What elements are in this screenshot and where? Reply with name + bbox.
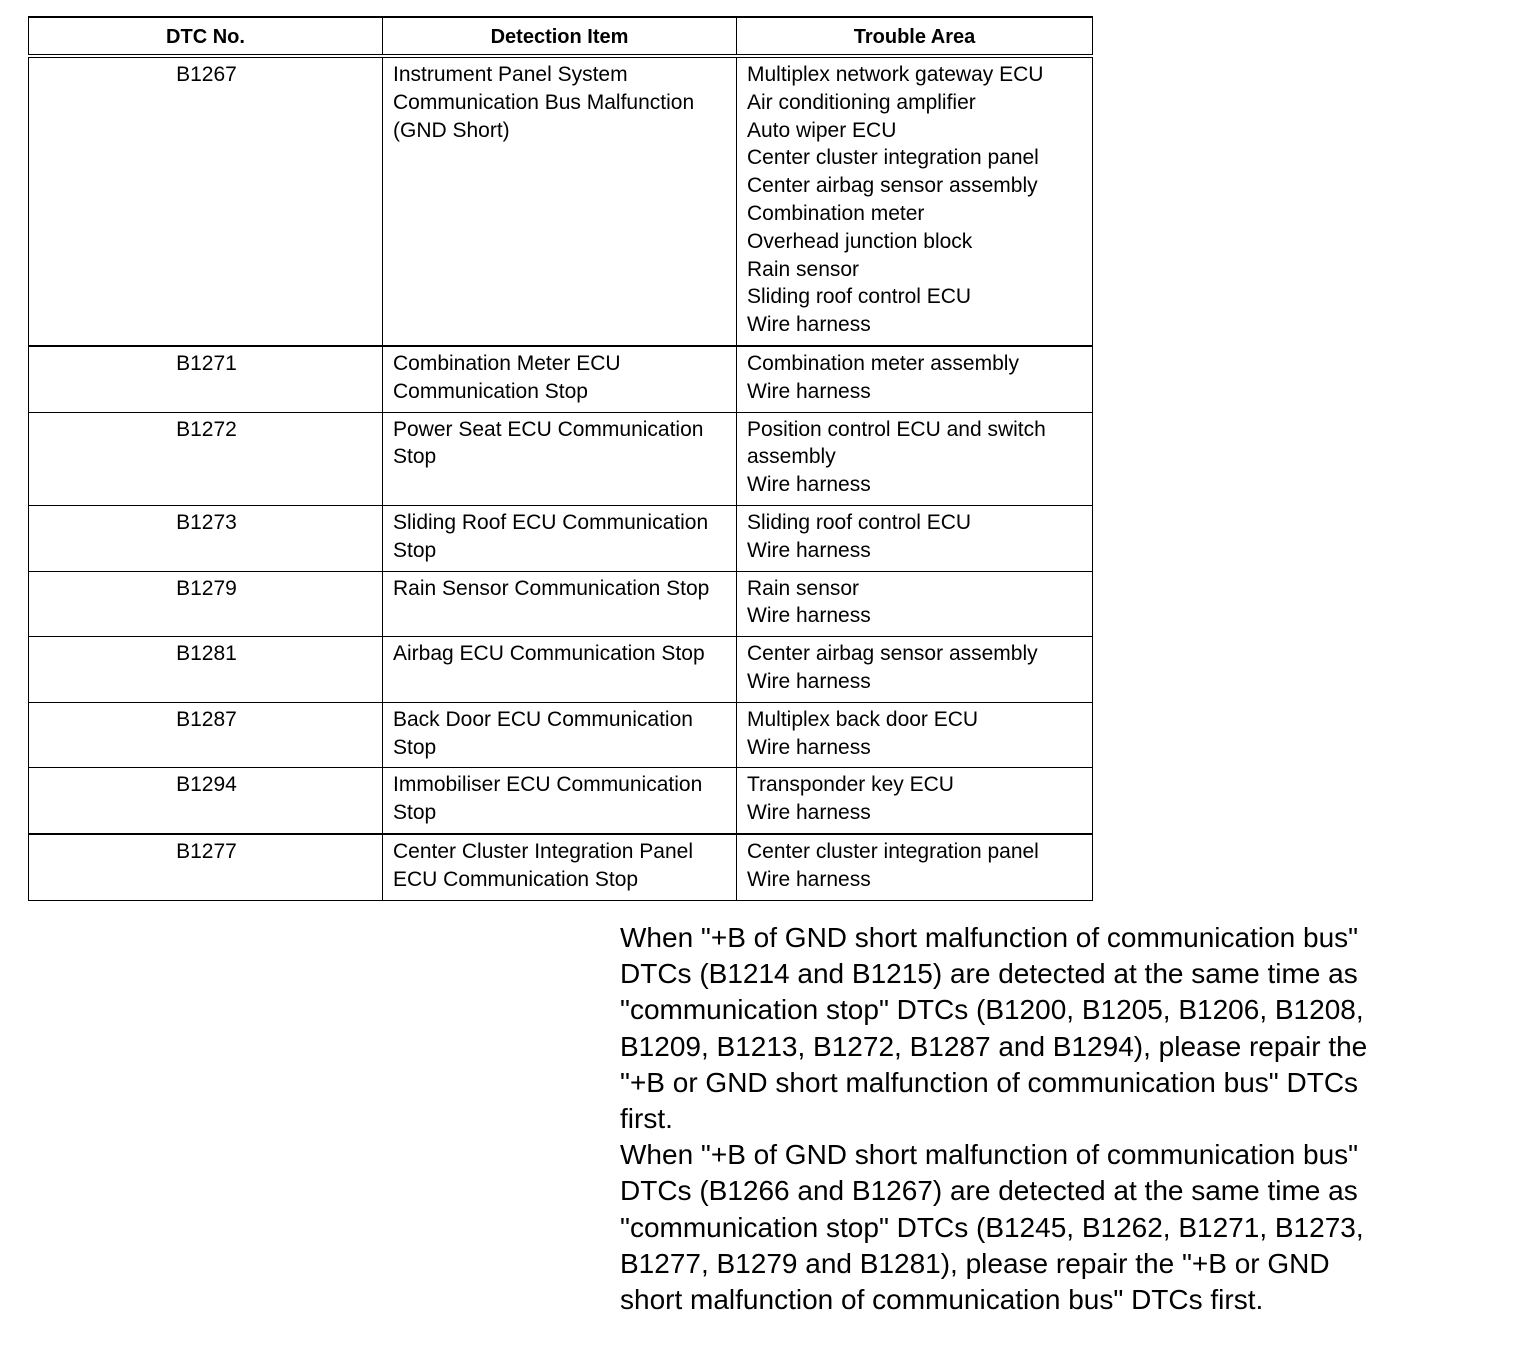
detection-item-line: Stop [393, 538, 437, 562]
trouble-area-line: Sliding roof control ECU [747, 510, 972, 534]
trouble-area-line: Center cluster integration panel [747, 839, 1039, 863]
trouble-area-line: Overhead junction block [747, 229, 973, 253]
detection-item-line: Communication Bus Malfunction [393, 90, 695, 114]
table-header [29, 17, 1093, 56]
note-paragraph [620, 1137, 1500, 1318]
detection-item-line: Instrument Panel System [393, 63, 628, 86]
dtc-code-cell: B1271 [29, 346, 383, 412]
note-line: B1209, B1213, B1272, B1287 and B1294), please repair the [620, 1030, 1368, 1062]
detection-item-cell [383, 834, 737, 900]
detection-item-line: ECU Communication Stop [393, 867, 639, 891]
table-body [29, 56, 1093, 900]
table-row [29, 505, 1093, 571]
dtc-code-cell: B1273 [29, 505, 383, 571]
trouble-area-cell [737, 346, 1093, 412]
trouble-area-cell [737, 412, 1093, 505]
trouble-area-line: Sliding roof control ECU [747, 285, 972, 309]
detection-item-line: Back Door ECU Communication [393, 707, 693, 731]
table-row [29, 571, 1093, 637]
note-line: "communication stop" DTCs (B1245, B1262, B1271, B1273, [620, 1211, 1364, 1243]
detection-item-cell [383, 505, 737, 571]
trouble-area-line: Wire harness [747, 801, 871, 825]
note-line: short malfunction of communication bus" DTCs first. [620, 1284, 1264, 1316]
trouble-area-line: Wire harness [747, 538, 871, 562]
trouble-area-line: Multiplex network gateway ECU [747, 63, 1044, 86]
trouble-area-line: Rain sensor [747, 576, 860, 600]
trouble-area-cell [737, 56, 1093, 346]
trouble-area-line: Multiplex back door ECU [747, 707, 979, 731]
trouble-area-line: Wire harness [747, 867, 871, 891]
trouble-area-cell [737, 768, 1093, 834]
detection-item-cell [383, 56, 737, 346]
detection-item-cell [383, 412, 737, 505]
trouble-area-cell [737, 571, 1093, 637]
note-line: "communication stop" DTCs (B1200, B1205, B1206, B1208, [620, 994, 1364, 1026]
trouble-area-line: Center airbag sensor assembly [747, 174, 1038, 198]
detection-item-line: Stop [393, 445, 437, 469]
trouble-area-line: Center airbag sensor assembly [747, 642, 1038, 666]
detection-item-cell [383, 768, 737, 834]
trouble-area-cell [737, 702, 1093, 768]
trouble-area-line: assembly [747, 445, 836, 469]
note-line: When "+B of GND short malfunction of communication bus" [620, 922, 1359, 953]
table-row [29, 768, 1093, 834]
trouble-area-cell [737, 505, 1093, 571]
trouble-area-line: Center cluster integration panel [747, 146, 1039, 170]
trouble-area-line: Wire harness [747, 669, 871, 693]
dtc-code-cell: B1272 [29, 412, 383, 505]
note-line: first. [620, 1103, 673, 1135]
table-row [29, 637, 1093, 703]
trouble-area-cell [737, 637, 1093, 703]
trouble-area-line: Wire harness [747, 473, 871, 497]
trouble-area-line: Auto wiper ECU [747, 118, 897, 142]
table-row [29, 702, 1093, 768]
trouble-area-line: Rain sensor [747, 257, 860, 281]
trouble-area-line: Combination meter assembly [747, 351, 1019, 375]
note-line: B1277, B1279 and B1281), please repair the "+B or GND [620, 1247, 1330, 1279]
detection-item-line: Stop [393, 735, 437, 759]
dtc-table [28, 16, 1093, 901]
dtc-code-cell: B1281 [29, 637, 383, 703]
table-row [29, 834, 1093, 900]
detection-item-line: Immobiliser ECU Communication [393, 773, 703, 797]
detection-item-line: Sliding Roof ECU Communication [393, 510, 709, 534]
detection-item-line: Combination Meter ECU [393, 351, 621, 375]
dtc-code-cell: B1279 [29, 571, 383, 637]
detection-item-line: Communication Stop [393, 379, 588, 403]
trouble-area-cell [737, 834, 1093, 900]
trouble-area-line: Wire harness [747, 379, 871, 403]
detection-item-line: Rain Sensor Communication Stop [393, 576, 710, 600]
table-row [29, 56, 1093, 346]
note-line: "+B or GND short malfunction of communication bus" DTCs [620, 1066, 1359, 1098]
trouble-area-line: Combination meter [747, 201, 925, 225]
trouble-area-line: Position control ECU and switch [747, 417, 1046, 441]
header-trouble-area: Trouble Area [737, 17, 1093, 56]
detection-item-line: Stop [393, 801, 437, 825]
detection-item-line: (GND Short) [393, 118, 510, 142]
trouble-area-line: Air conditioning amplifier [747, 90, 976, 114]
detection-item-cell [383, 702, 737, 768]
detection-item-line: Center Cluster Integration Panel [393, 839, 693, 863]
header-detection-item: Detection Item [383, 17, 737, 56]
detection-item-cell [383, 571, 737, 637]
detection-item-line: Power Seat ECU Communication [393, 417, 704, 441]
note-line: When "+B of GND short malfunction of communication bus" [620, 1139, 1359, 1171]
notes-section [620, 920, 1500, 1318]
table-row [29, 412, 1093, 505]
table-row [29, 346, 1093, 412]
header-dtc-no: DTC No. [29, 17, 383, 56]
trouble-area-line: Wire harness [747, 313, 871, 337]
dtc-code-cell: B1287 [29, 702, 383, 768]
detection-item-cell [383, 346, 737, 412]
note-paragraph [620, 920, 1500, 1137]
trouble-area-line: Transponder key ECU [747, 773, 954, 797]
dtc-code-cell: B1267 [29, 56, 383, 346]
note-line: DTCs (B1214 and B1215) are detected at the same time as [620, 958, 1358, 990]
note-line: DTCs (B1266 and B1267) are detected at the same time as [620, 1175, 1358, 1207]
detection-item-cell [383, 637, 737, 703]
header-row [29, 17, 1093, 56]
dtc-code-cell: B1277 [29, 834, 383, 900]
detection-item-line: Airbag ECU Communication Stop [393, 642, 705, 666]
trouble-area-line: Wire harness [747, 735, 871, 759]
dtc-code-cell: B1294 [29, 768, 383, 834]
trouble-area-line: Wire harness [747, 604, 871, 628]
